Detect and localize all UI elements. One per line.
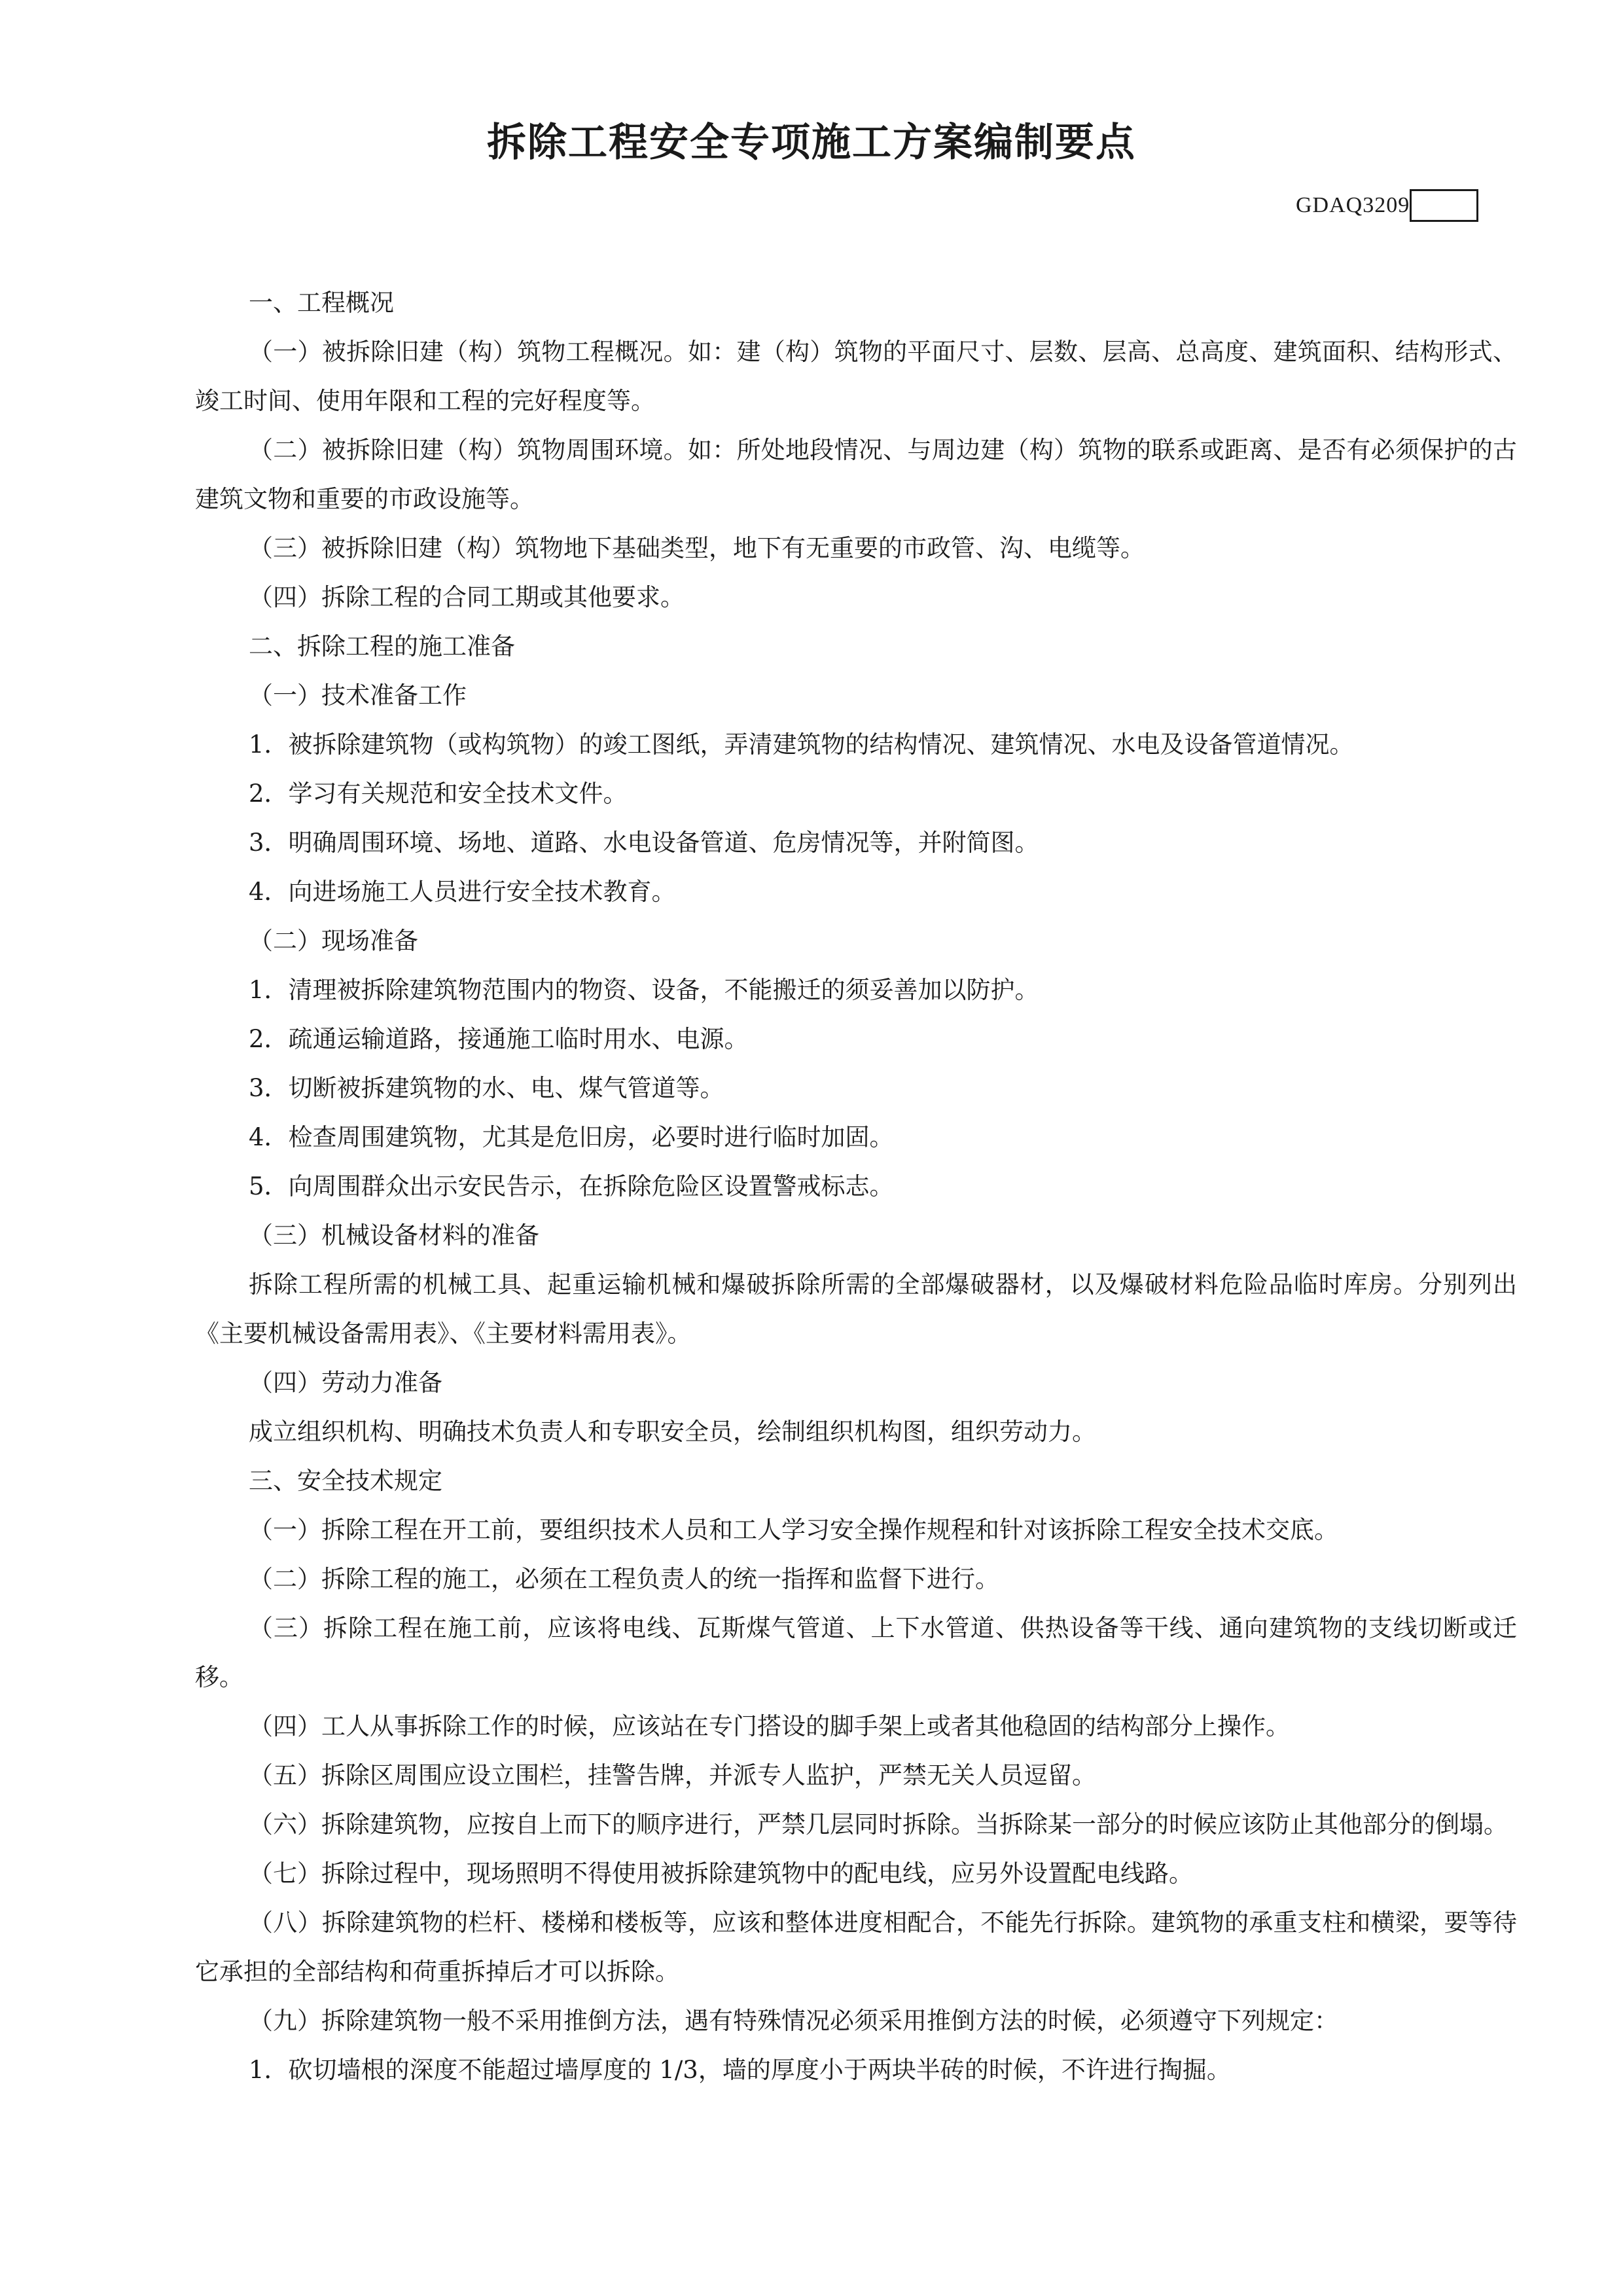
subsection-heading: （二）现场准备 [249, 927, 418, 955]
paragraph: （二）拆除工程的施工，必须在工程负责人的统一指挥和监督下进行。 [249, 1565, 999, 1593]
paragraph: （七）拆除过程中，现场照明不得使用被拆除建筑物中的配电线，应另外设置配电线路。 [249, 1859, 1193, 1888]
subsection-heading: （四）劳动力准备 [249, 1369, 442, 1397]
list-item: 3．明确周围环境、场地、道路、水电设备管道、危房情况等，并附简图。 [249, 829, 1039, 857]
list-item: 4．向进场施工人员进行安全技术教育。 [249, 878, 676, 906]
paragraph: （四）拆除工程的合同工期或其他要求。 [249, 583, 685, 611]
paragraph: （二）被拆除旧建（构）筑物周围环境。如：所处地段情况、与周边建（构）筑物的联系或距离、是否有必须保护的古建筑文物和重要的市政设施等。 [195, 436, 1517, 513]
paragraph: （一）拆除工程在开工前，要组织技术人员和工人学习安全操作规程和针对该拆除工程安全技术交底。 [249, 1516, 1338, 1544]
document-code-box [1410, 189, 1478, 222]
paragraph: （一）被拆除旧建（构）筑物工程概况。如：建（构）筑物的平面尺寸、层数、层高、总高度、建筑面积、结构形式、竣工时间、使用年限和工程的完好程度等。 [195, 338, 1517, 415]
section-heading-overview: 一、工程概况 [249, 289, 394, 317]
paragraph: （六）拆除建筑物，应按自上而下的顺序进行，严禁几层同时拆除。当拆除某一部分的时候应该防止其他部分的倒塌。 [249, 1810, 1508, 1839]
list-item: 5．向周围群众出示安民告示，在拆除危险区设置警戒标志。 [249, 1172, 894, 1200]
list-item: 2．疏通运输道路，接通施工临时用水、电源。 [249, 1025, 749, 1053]
paragraph: （三）被拆除旧建（构）筑物地下基础类型，地下有无重要的市政管、沟、电缆等。 [249, 534, 1145, 562]
document-code: GDAQ3209 [1296, 193, 1410, 217]
list-item: 3．切断被拆建筑物的水、电、煤气管道等。 [249, 1074, 724, 1102]
paragraph: （三）拆除工程在施工前，应该将电线、瓦斯煤气管道、上下水管道、供热设备等干线、通向建筑物的支线切断或迁移。 [195, 1614, 1517, 1691]
list-item: 4．检查周围建筑物，尤其是危旧房，必要时进行临时加固。 [249, 1123, 894, 1151]
section-heading-safety: 三、安全技术规定 [249, 1467, 442, 1495]
document-title: 拆除工程安全专项施工方案编制要点 [487, 120, 1136, 166]
paragraph: （八）拆除建筑物的栏杆、楼梯和楼板等，应该和整体进度相配合，不能先行拆除。建筑物的承重支柱和横梁，要等待它承担的全部结构和荷重拆掉后才可以拆除。 [195, 1909, 1517, 1986]
paragraph: 拆除工程所需的机械工具、起重运输机械和爆破拆除所需的全部爆破器材，以及爆破材料危险品临时库房。分别列出《主要机械设备需用表》、《主要材料需用表》。 [195, 1270, 1517, 1348]
paragraph: （五）拆除区周围应设立围栏，挂警告牌，并派专人监护，严禁无关人员逗留。 [249, 1761, 1096, 1789]
paragraph: 成立组织机构、明确技术负责人和专职安全员，绘制组织机构图，组织劳动力。 [249, 1418, 1096, 1446]
list-item: 1．砍切墙根的深度不能超过墙厚度的 1/3，墙的厚度小于两块半砖的时候，不许进行掏掘。 [249, 2056, 1231, 2084]
list-item: 2．学习有关规范和安全技术文件。 [249, 780, 628, 808]
subsection-heading: （三）机械设备材料的准备 [249, 1221, 539, 1249]
subsection-heading: （一）技术准备工作 [249, 681, 467, 709]
paragraph: （九）拆除建筑物一般不采用推倒方法，遇有特殊情况必须采用推倒方法的时候，必须遵守下列规定： [249, 2007, 1338, 2035]
document-code-field [1296, 186, 1478, 225]
list-item: 1．清理被拆除建筑物范围内的物资、设备，不能搬迁的须妥善加以防护。 [249, 976, 1039, 1004]
document-body [195, 278, 1517, 2094]
list-item: 1．被拆除建筑物（或构筑物）的竣工图纸，弄清建筑物的结构情况、建筑情况、水电及设备管道情况。 [249, 730, 1354, 759]
paragraph: （四）工人从事拆除工作的时候，应该站在专门搭设的脚手架上或者其他稳固的结构部分上操作。 [249, 1712, 1290, 1740]
section-heading-preparation: 二、拆除工程的施工准备 [249, 632, 515, 660]
